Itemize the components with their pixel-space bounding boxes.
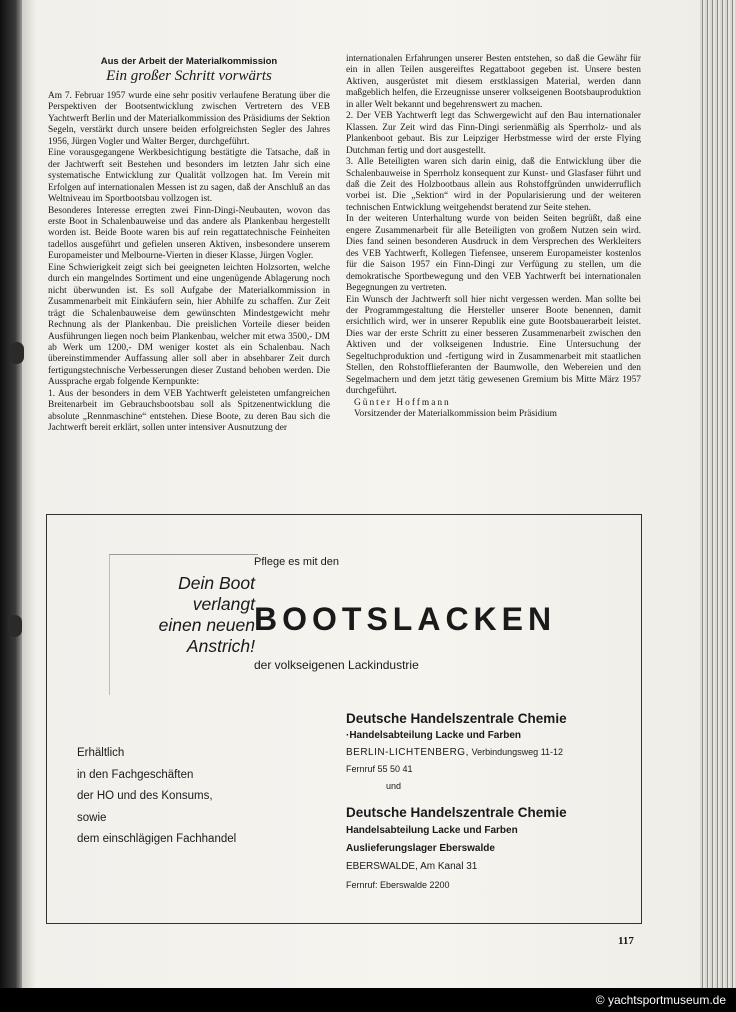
- article-paragraph: Besonderes Interesse erregten zwei Finn-Dingi-Neubauten, wovon das erste Boot in Schalenbauweise und das andere als Plankenbau hergestellt worden ist. Beide Boote waren bis auf rein regattatechnische Feinheiten tadellos ausgeführt und gefielen unseren Aktiven, insbesondere unserem Europameister und Melbourne-Vierten in dieser Klasse, Jürgen Vogler.: [48, 205, 330, 262]
- availability-line: sowie: [77, 811, 107, 824]
- address-firm: Deutsche Handelszentrale Chemie: [346, 711, 567, 726]
- article-right-column: [346, 54, 641, 421]
- address-department: Handelsabteilung Lacke und Farben: [346, 825, 518, 836]
- binder-ring-top: [10, 342, 24, 364]
- slogan-line: einen neuen: [158, 615, 255, 635]
- address-city: BERLIN-LICHTENBERG,: [346, 747, 469, 758]
- address-street: Verbindungsweg 11-12: [471, 747, 564, 757]
- page-number: 117: [618, 935, 634, 947]
- address-city-line: [346, 744, 567, 761]
- address-firm: Deutsche Handelszentrale Chemie: [346, 805, 567, 820]
- ad-intro: Pflege es mit den: [254, 556, 339, 568]
- article-paragraph: 1. Aus der besonders in dem VEB Yachtwerft geleisteten umfangreichen Breitenarbeit im Gebrauchsbootsbau soll als Spitzenentwicklung die absolute „Rennmaschine“ entstehen. Diese Boote, zu deren Bau sich die Jachtwerft bereit erklärt, sollen unter intensiver Ausnutzung der: [48, 388, 330, 434]
- availability-line: der HO und des Konsums,: [77, 790, 213, 802]
- address-connector: und: [386, 781, 402, 791]
- slogan-line: Anstrich!: [186, 636, 255, 656]
- ad-product-name: BOOTSLACKEN: [254, 601, 557, 637]
- article-paragraph: In der weiteren Unterhaltung wurde von beiden Seiten begrüßt, daß eine engere Zusammenarbeit für alle Beteiligten von großem Nutzen sein wird. Dies fand seinen besonderen Ausdruck in dem Versprechen des Werkleiters des VEB Yachtwerft, Kollegen Tiefensee, unserem Europameister kostenlos für die Saison 1957 ein Finn-Dingi zur Verfügung zu stellen, um die demokratische Sportbewegung und den VEB Yachtwerft bei internationalen Begegnungen zu vertreten.: [346, 214, 641, 294]
- address-phone: Fernruf: Eberswalde 2200: [346, 880, 450, 890]
- article-paragraph: internationalen Erfahrungen unserer Besten entstehen, so daß die Gewähr für ein in allen Teilen ausgereiftes Regattaboot gegeben ist. Unsere besten Aktiven, ausgerüstet mit diesem erstklassigen Material, werden dann maßgeblich helfen, die Erzeugnisse unserer volkseigenen Bootsbauproduktion in aller Welt bekannt und begehrenswert zu machen.: [346, 54, 641, 110]
- address-eberswalde: [346, 804, 567, 894]
- bootslacken-advertisement: [46, 514, 642, 924]
- article-kicker: Aus der Arbeit der Materialkommission: [100, 56, 278, 67]
- availability-line: Erhältlich: [77, 747, 125, 759]
- article-paragraph: 3. Alle Beteiligten waren sich darin einig, daß die Entwicklung über die Schalenbauweise in Sperrholz konsequent zur Kunst- und Glasfaser führt und daß die Zeit des Holzbootbaus allein aus Rohstoffgründen unwiderruflich vorbei ist. Die „Sektion“ wird in der Popularisierung und der weiteren technischen Entwicklung weitgehendst beratend zur Seite stehen.: [346, 157, 641, 213]
- availability-line: in den Fachgeschäften: [77, 768, 194, 781]
- article-paragraph: Am 7. Februar 1957 wurde eine sehr positiv verlaufene Beratung über die Perspektiven der Bootsentwicklung zwischen Vertretern des VEB Yachtwerft Berlin und der Materialkommission des Präsidiums der Sektion Segeln, verstärkt durch unsere beiden erfolgreichsten Segler des Jahres 1956, Jürgen Vogler und Walter Berger, durchgeführt.: [48, 91, 330, 147]
- article-left-column: [48, 91, 330, 435]
- page-stack-edge: [700, 0, 736, 988]
- article-paragraph: Ein Wunsch der Jachtwerft soll hier nicht vergessen werden. Man sollte bei der Programmgestaltung die Hersteller unserer Boote benennen, damit ersichtlich wird, wer in unserer Republik eine gute Bootsbauerarbeit leistet. Dies war der erste Schritt zu einer besseren Zusammenarbeit zwischen den Aktiven und der volkseigenen Industrie. Eine Untersuchung der Segeltuchproduktion und -fertigung wird in Zusammenarbeit mit staatlichen Stellen, den Rohstofflieferanten der Baumwolle, den Webereien und den Segelmachern und dem jetzt tätig gewesenen Gremium bis Mitte März 1957 durchgeführt.: [346, 294, 641, 397]
- availability-line: dem einschlägigen Fachhandel: [77, 833, 237, 845]
- ad-slogan: [120, 573, 255, 657]
- slogan-line: verlangt: [192, 594, 255, 614]
- address-phone: Fernruf 55 50 41: [346, 764, 413, 774]
- slogan-box: [109, 554, 258, 695]
- address-department: ·Handelsabteilung Lacke und Farben: [346, 730, 522, 741]
- article-paragraph: 2. Der VEB Yachtwerft legt das Schwergewicht auf den Bau internationaler Klassen. Zur Zeit wird das Finn-Dingi serienmäßig als Sperrholz- und als Plankenboot gebaut. Bis zur Leipziger Herbstmesse wird der erste Flying Dutchman fertig und dort ausgestellt.: [346, 111, 641, 156]
- article-paragraph: Eine Schwierigkeit zeigt sich bei geeigneten leichten Holzsorten, welche durch ein mangelndes Sortiment und eine ungenügende Ablagerung noch nicht überwunden ist. Es soll Aufgabe der Materialkommission in Zusammenarbeit mit Einkäufern sein, hier Abhilfe zu schaffen. Zur Zeit trägt die Schalenbauweise dem gewünschten Mindestgewicht mehr Rechnung als der Plankenbau. Die preislichen Vorteile dieser beiden Ausführungen liegen noch beim Plankenbau, welcher mit etwa 3500,- DM ab Werk um 1200,- DM weniger kostet als ein Schalenbau. Nach übereinstimmender Auffassung aller soll aber in absehbarer Zeit durch fertigungstechnische Verbesserungen dieser Zustand behoben werden. Die Aussprache ergab folgende Kernpunkte:: [48, 262, 330, 388]
- address-city: EBERSWALDE, Am Kanal 31: [346, 861, 478, 872]
- address-berlin: [346, 710, 567, 795]
- signature-title: Vorsitzender der Materialkommission beim Präsidium: [354, 409, 557, 420]
- ad-subline: der volkseigenen Lackindustrie: [254, 658, 419, 672]
- ad-availability: [77, 743, 236, 851]
- signature-name: Günter Hoffmann: [354, 397, 451, 408]
- slogan-line: Dein Boot: [178, 573, 255, 593]
- article-headline: Ein großer Schritt vorwärts: [106, 68, 272, 84]
- binding-shadow: [0, 0, 22, 988]
- binder-ring-bottom: [8, 615, 22, 637]
- address-depot: Auslieferungslager Eberswalde: [346, 843, 495, 854]
- article-paragraph: Eine vorausgegangene Werkbesichtigung bestätigte die Tatsache, daß in der Jachtwerft seit Bestehen und besonders im letzten Jahr sich eine systematische Entwicklung zur Qualität vollzogen hat. Im Verein mit Erfolgen auf internationalen Messen ist zu sagen, daß der Anschluß an das Weltniveau im Sportbootsbau vollzogen ist.: [48, 148, 330, 205]
- watermark-credit: © yachtsportmuseum.de: [595, 993, 726, 1007]
